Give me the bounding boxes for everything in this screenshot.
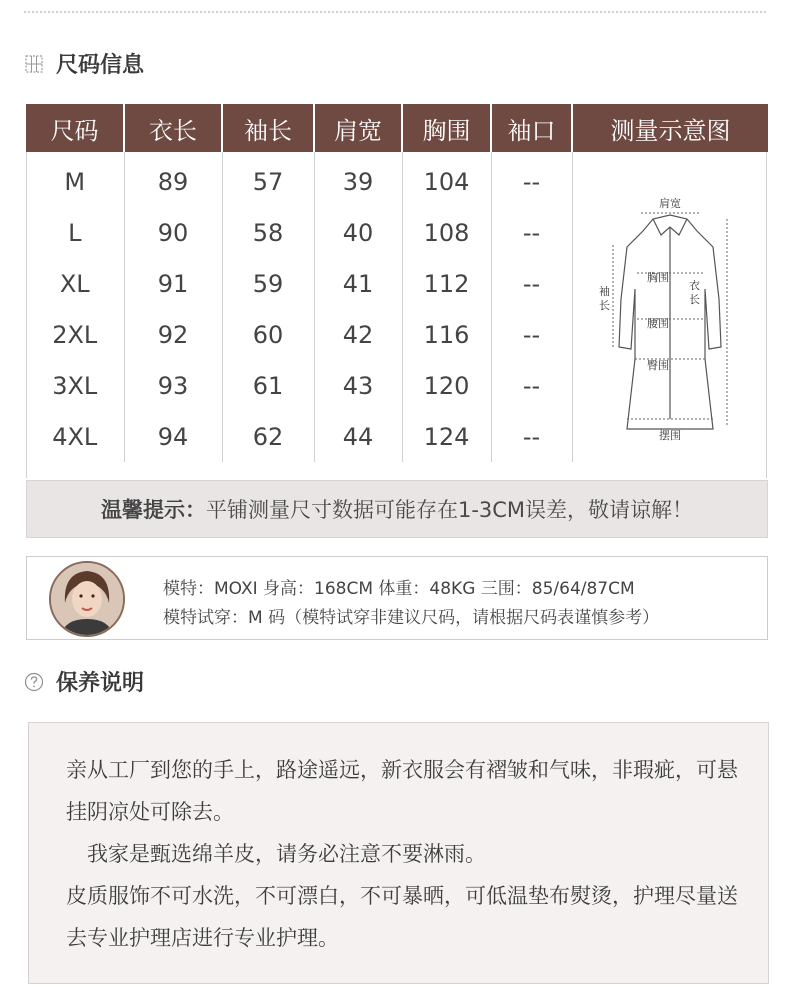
model-info-box bbox=[26, 556, 768, 640]
table-row bbox=[26, 152, 768, 207]
notice-text: 平铺测量尺寸数据可能存在1-3CM误差，敬请谅解！ bbox=[205, 498, 694, 522]
cell-cuff: -- bbox=[491, 411, 572, 462]
header-chest: 胸围 bbox=[402, 104, 491, 152]
measurement-diagram bbox=[595, 169, 745, 449]
cell-length: 92 bbox=[124, 309, 222, 360]
cell-size: 4XL bbox=[26, 411, 124, 462]
cell-chest: 112 bbox=[402, 258, 491, 309]
size-section-title: 尺码信息 bbox=[56, 53, 145, 78]
header-cuff: 袖口 bbox=[491, 104, 572, 152]
cell-chest: 120 bbox=[402, 360, 491, 411]
care-paragraph: 我家是甄选绵羊皮，请务必注意不要淋雨。 bbox=[66, 842, 486, 866]
header-size: 尺码 bbox=[26, 104, 124, 152]
care-instructions-box bbox=[28, 722, 769, 984]
measurement-notice bbox=[26, 480, 768, 538]
cell-shoulder: 43 bbox=[314, 360, 402, 411]
question-circle-icon bbox=[24, 672, 44, 692]
cell-shoulder: 39 bbox=[314, 152, 402, 207]
cell-length: 90 bbox=[124, 207, 222, 258]
cell-sleeve: 58 bbox=[222, 207, 314, 258]
cell-size: L bbox=[26, 207, 124, 258]
cell-sleeve: 59 bbox=[222, 258, 314, 309]
label-waist: 腰围 bbox=[647, 317, 670, 330]
cell-cuff: -- bbox=[491, 258, 572, 309]
cell-chest: 124 bbox=[402, 411, 491, 462]
cell-size: XL bbox=[26, 258, 124, 309]
size-table bbox=[26, 104, 768, 462]
cell-chest: 104 bbox=[402, 152, 491, 207]
header-length: 衣长 bbox=[124, 104, 222, 152]
cell-size: 2XL bbox=[26, 309, 124, 360]
label-hem: 摆围 bbox=[659, 429, 682, 442]
model-fit-note: 模特试穿：M 码（模特试穿非建议尺码，请根据尺码表谨慎参考） bbox=[163, 608, 660, 628]
cell-length: 93 bbox=[124, 360, 222, 411]
model-stats: 模特：MOXI 身高：168CM 体重：48KG 三围：85/64/87CM bbox=[163, 579, 635, 599]
cell-length: 91 bbox=[124, 258, 222, 309]
header-shoulder: 肩宽 bbox=[314, 104, 402, 152]
measurement-diagram-cell bbox=[572, 152, 768, 462]
cell-length: 94 bbox=[124, 411, 222, 462]
cell-chest: 108 bbox=[402, 207, 491, 258]
model-portrait-icon bbox=[51, 563, 123, 635]
cell-shoulder: 40 bbox=[314, 207, 402, 258]
label-length-1: 衣 bbox=[689, 279, 701, 292]
label-shoulder: 肩宽 bbox=[659, 197, 682, 210]
cell-cuff: -- bbox=[491, 360, 572, 411]
cell-length: 89 bbox=[124, 152, 222, 207]
label-hip: 臀围 bbox=[647, 359, 670, 372]
cell-shoulder: 41 bbox=[314, 258, 402, 309]
label-chest: 胸围 bbox=[647, 271, 670, 284]
cell-sleeve: 60 bbox=[222, 309, 314, 360]
cell-size: M bbox=[26, 152, 124, 207]
cell-shoulder: 44 bbox=[314, 411, 402, 462]
cell-cuff: -- bbox=[491, 207, 572, 258]
label-sleeve-1: 袖 bbox=[599, 285, 611, 298]
grid-icon bbox=[24, 54, 44, 74]
care-paragraph: 皮质服饰不可水洗，不可漂白，不可暴晒，可低温垫布熨烫，护理尽量送去专业护理店进行专业护理。 bbox=[66, 884, 738, 950]
notice-label: 温馨提示： bbox=[100, 498, 206, 522]
model-avatar bbox=[49, 561, 125, 637]
table-header-row bbox=[26, 104, 768, 152]
label-length-2: 长 bbox=[689, 293, 701, 306]
header-sleeve: 袖长 bbox=[222, 104, 314, 152]
care-section-title: 保养说明 bbox=[56, 671, 145, 696]
cell-sleeve: 57 bbox=[222, 152, 314, 207]
label-sleeve-2: 长 bbox=[599, 299, 611, 312]
care-paragraph: 亲从工厂到您的手上，路途遥远，新衣服会有褶皱和气味，非瑕疵，可悬挂阴凉处可除去。 bbox=[66, 758, 738, 824]
care-section-heading bbox=[24, 666, 144, 697]
cell-sleeve: 62 bbox=[222, 411, 314, 462]
cell-sleeve: 61 bbox=[222, 360, 314, 411]
cell-chest: 116 bbox=[402, 309, 491, 360]
header-diagram: 测量示意图 bbox=[572, 104, 768, 152]
cell-cuff: -- bbox=[491, 309, 572, 360]
cell-cuff: -- bbox=[491, 152, 572, 207]
size-section-heading bbox=[24, 48, 144, 79]
cell-size: 3XL bbox=[26, 360, 124, 411]
cell-shoulder: 42 bbox=[314, 309, 402, 360]
top-divider bbox=[24, 11, 766, 13]
